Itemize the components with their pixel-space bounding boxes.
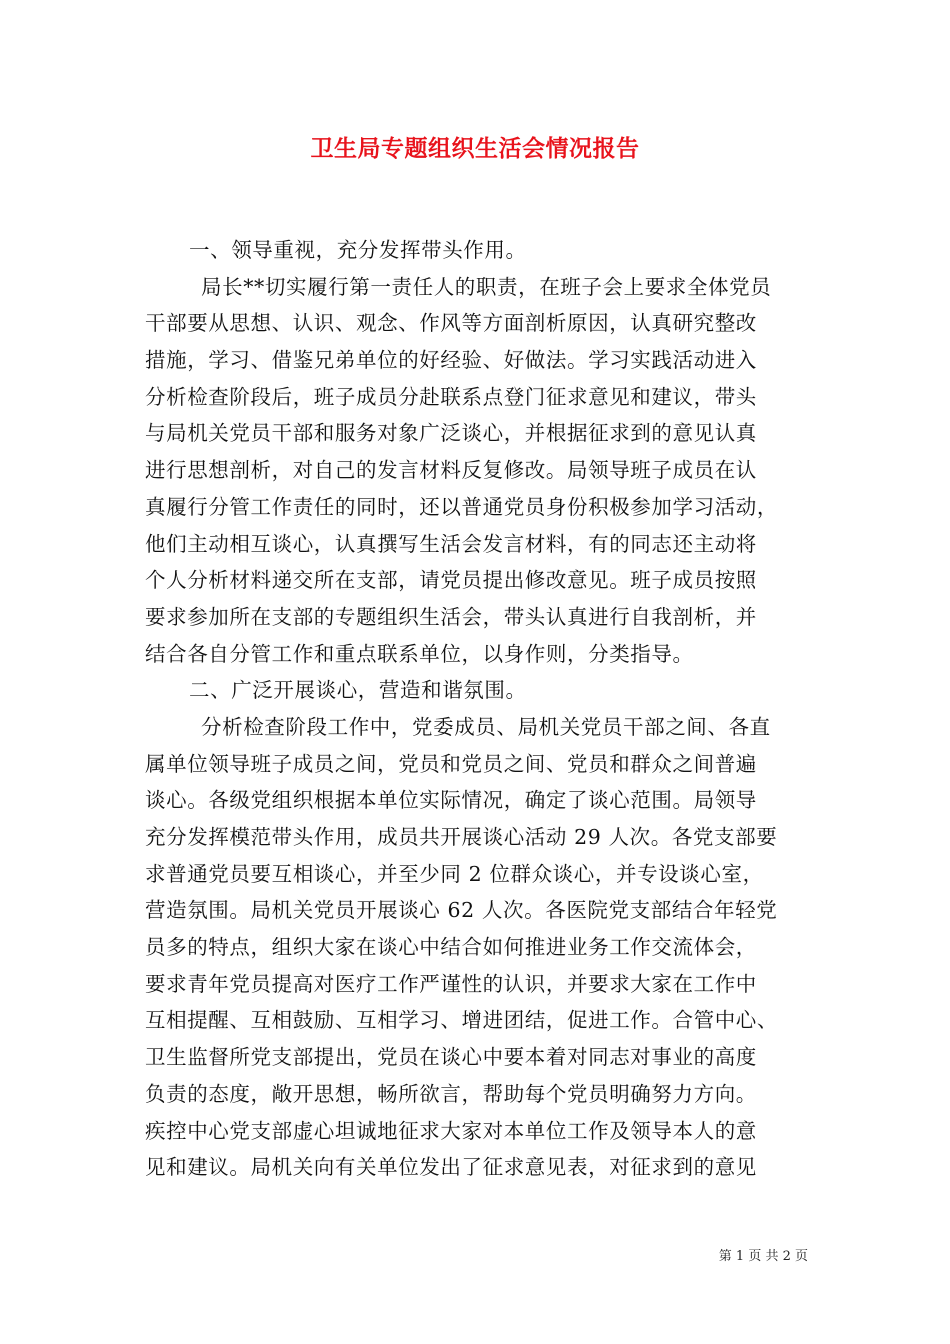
paragraph-line: 互相提醒、互相鼓励、互相学习、增进团结，促进工作。合管中心、 [145,1008,778,1033]
document-body [145,232,810,1186]
paragraph-line: 分析检查阶段工作中，党委成员、局机关党员干部之间、各直 [201,714,771,739]
paragraph-line: 负责的态度，敞开思想，畅所欲言，帮助每个党员明确努力方向。 [145,1081,757,1106]
paragraph-line: 充分发挥模范带头作用，成员共开展谈心活动 29 人次。各党支部要 [145,825,778,849]
section-heading-2: 二、广泛开展谈心，营造和谐氛围。 [189,678,527,703]
paragraph-line: 要求参加所在支部的专题组织生活会，带头认真进行自我剖析，并 [145,604,757,629]
paragraph-line: 结合各自分管工作和重点联系单位，以身作则，分类指导。 [145,641,694,666]
paragraph-line: 分析检查阶段后，班子成员分赴联系点登门征求意见和建议，带头 [145,384,757,409]
paragraph-line: 营造氛围。局机关党员开展谈心 62 人次。各医院党支部结合年轻党 [145,898,778,923]
paragraph-line: 属单位领导班子成员之间，党员和党员之间、党员和群众之间普遍 [145,751,757,776]
paragraph-line: 进行思想剖析，对自己的发言材料反复修改。局领导班子成员在认 [145,458,757,483]
paragraph-line: 员多的特点，组织大家在谈心中结合如何推进业务工作交流体会， [145,935,757,960]
paragraph-line: 卫生监督所党支部提出，党员在谈心中要本着对同志对事业的高度 [145,1045,757,1070]
page-number: 第 1 页 共 2 页 [718,1249,808,1264]
paragraph-2 [145,709,810,1186]
paragraph-line: 疾控中心党支部虚心坦诚地征求大家对本单位工作及领导本人的意 [145,1118,757,1143]
paragraph-line: 干部要从思想、认识、观念、作风等方面剖析原因，认真研究整改 [145,311,757,336]
document-title: 卫生局专题组织生活会情况报告 [310,135,640,162]
paragraph-line: 要求青年党员提高对医疗工作严谨性的认识，并要求大家在工作中 [145,971,757,996]
paragraph-line: 与局机关党员干部和服务对象广泛谈心，并根据征求到的意见认真 [145,421,757,446]
paragraph-line: 求普通党员要互相谈心，并至少同 2 位群众谈心，并专设谈心室， [145,861,764,886]
paragraph-line: 谈心。各级党组织根据本单位实际情况，确定了谈心范围。局领导 [145,788,757,813]
paragraph-line: 个人分析材料递交所在支部，请党员提出修改意见。班子成员按照 [145,568,757,593]
paragraph-line: 措施，学习、借鉴兄弟单位的好经验、好做法。学习实践活动进入 [145,348,757,373]
paragraph-1 [145,269,810,673]
section-heading-1: 一、领导重视，充分发挥带头作用。 [189,238,527,262]
paragraph-line: 他们主动相互谈心，认真撰写生活会发言材料，有的同志还主动将 [145,531,757,556]
paragraph-line: 真履行分管工作责任的同时，还以普通党员身份积极参加学习活动， [145,494,778,519]
paragraph-line: 局长**切实履行第一责任人的职责，在班子会上要求全体党员 [201,274,772,299]
paragraph-line: 见和建议。局机关向有关单位发出了征求意见表，对征求到的意见 [145,1155,757,1180]
